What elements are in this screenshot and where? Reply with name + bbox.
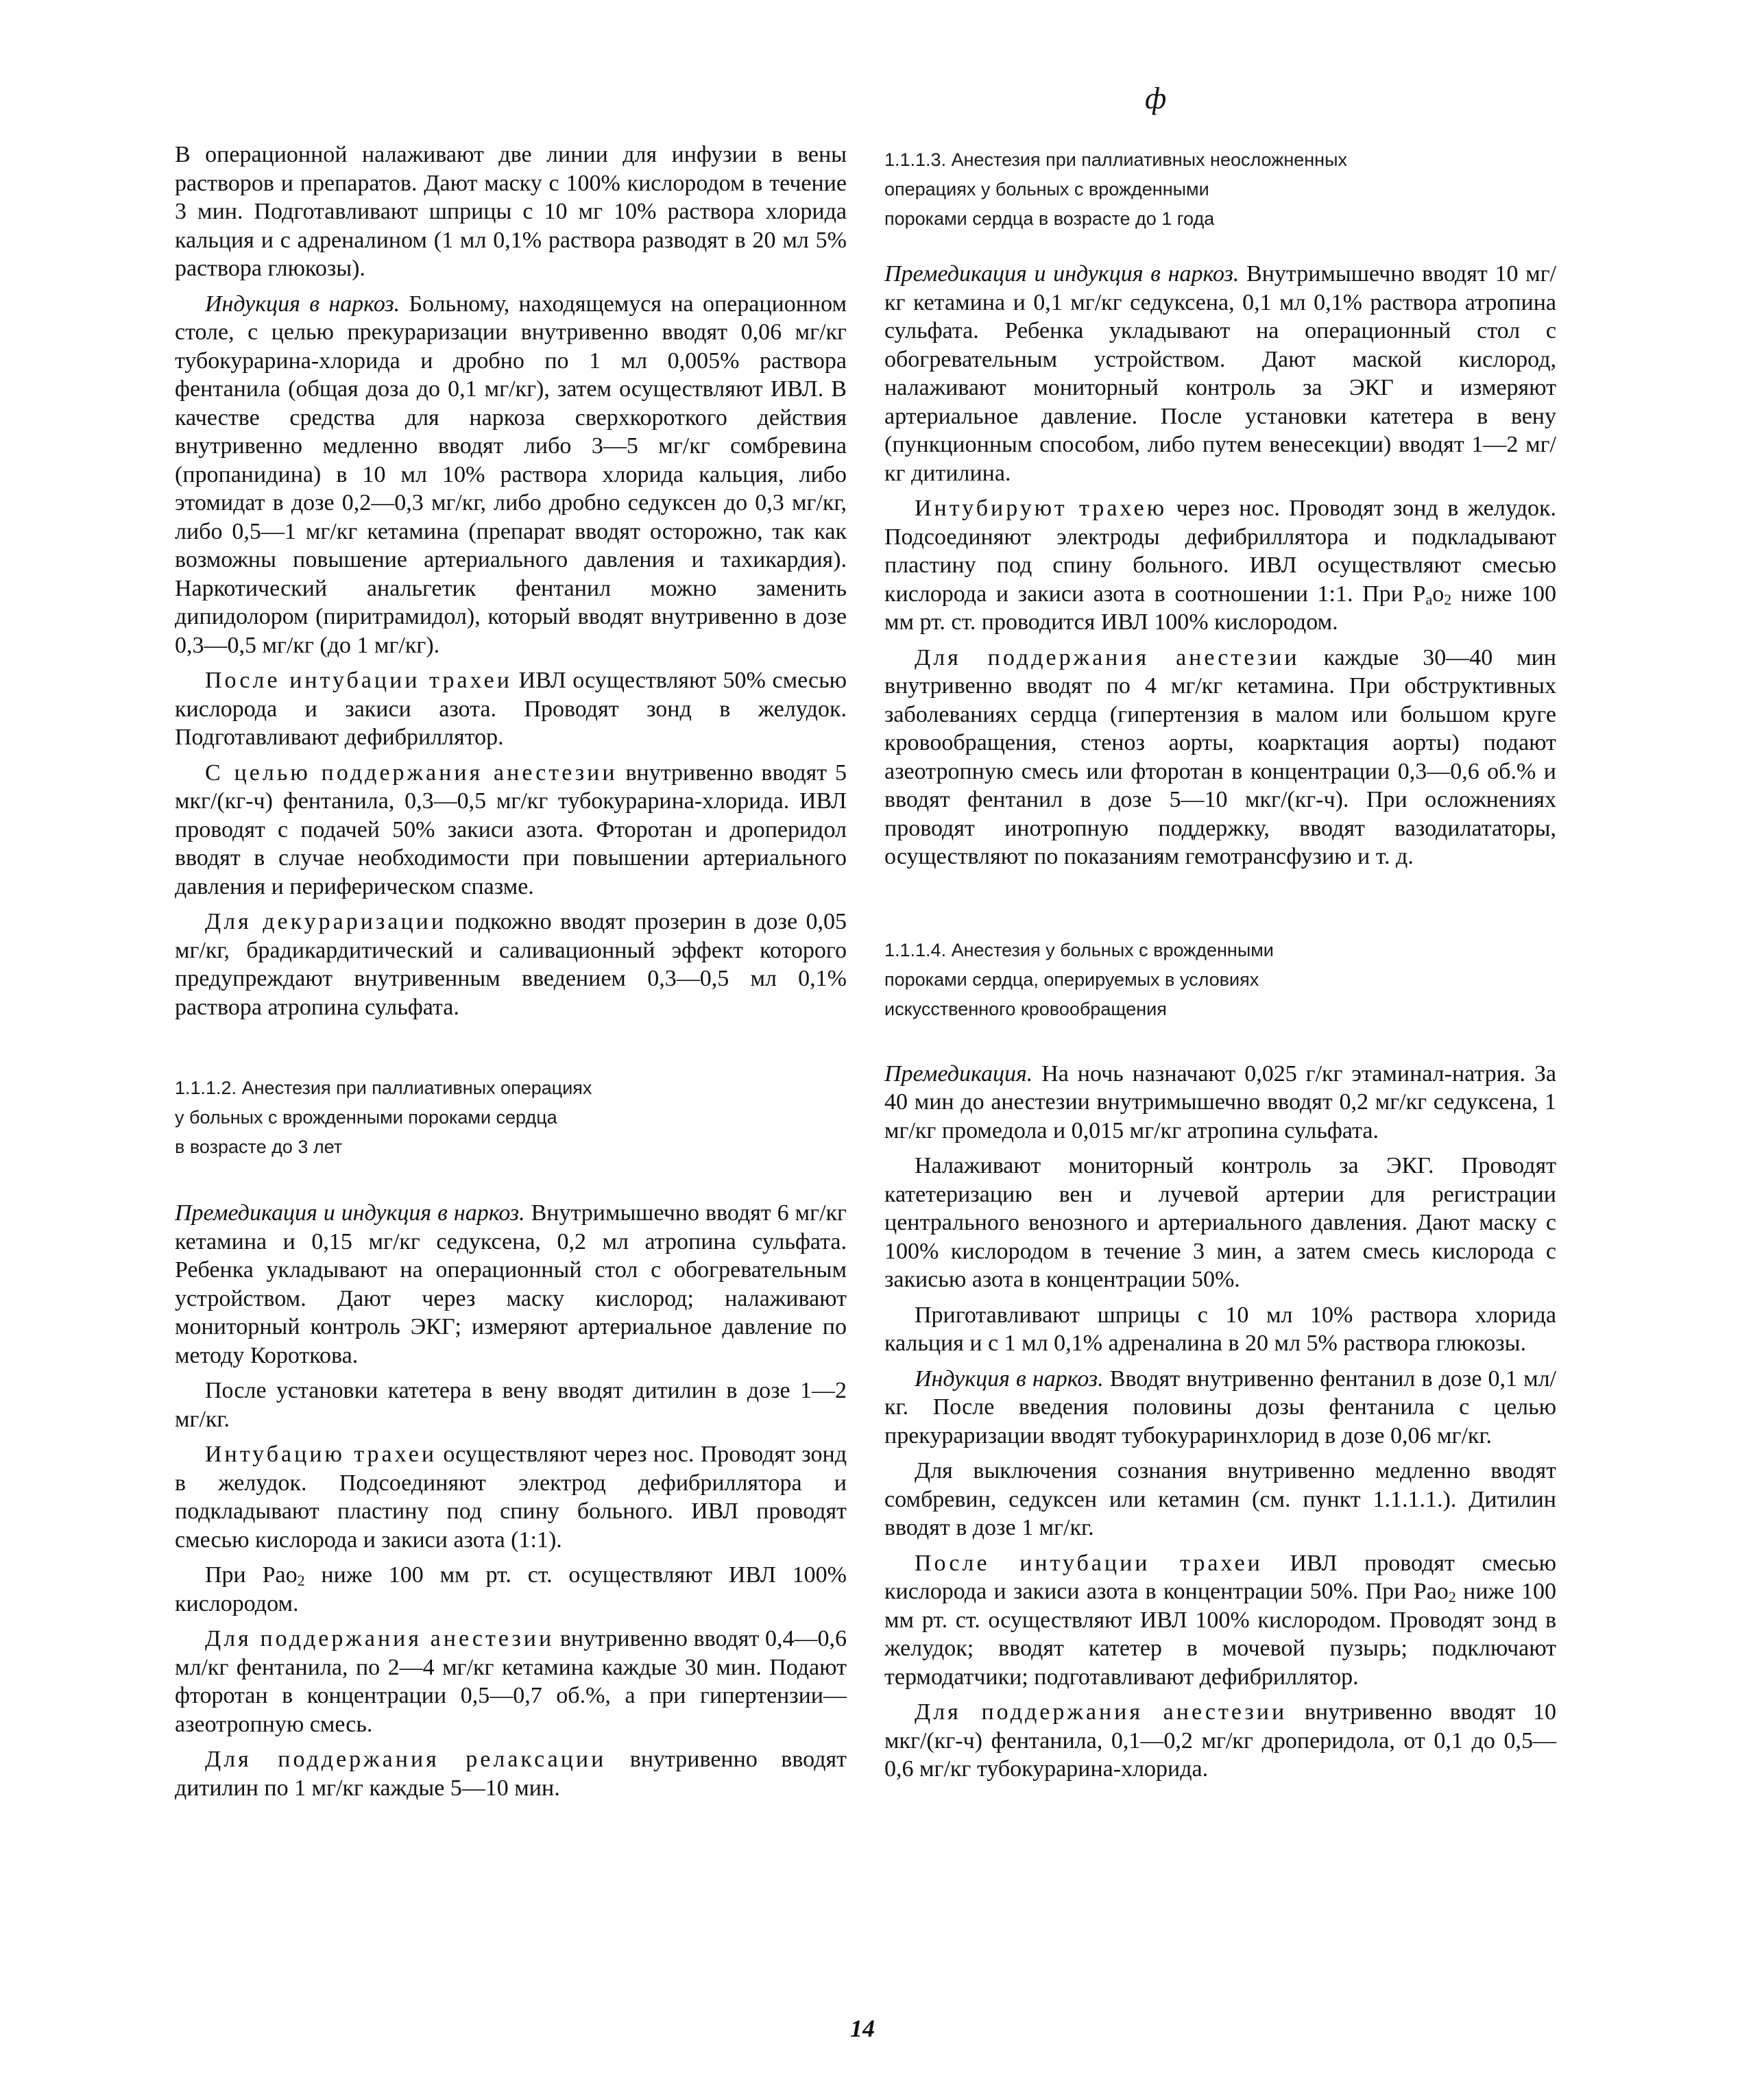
paragraph: После интубации трахеи ИВЛ осуществляют 50% смесью кислорода и закиси азота. Проводят зонд в желудок. Подготавливают дефибриллятор. [175, 668, 847, 750]
spaced-phrase: Для поддержания анестезии [915, 644, 1300, 670]
paragraph: Налаживают мониторный контроль за ЭКГ. Проводят катетеризацию вен и лучевой артерии для регистрации центрального венозного и артериального давления. Дают маску с 100% кислородом в течение 3 мин, а затем смесь кислорода с закисью азота в концентрации 50%. [884, 1153, 1556, 1292]
paragraph: Премедикация. На ночь назначают 0,025 г/кг этаминал-натрия. За 40 мин до анестезии внутримышечно вводят 0,2 мг/кг седуксена, 1 мг/кг промедола и 0,015 мг/кг атропина сульфата. [884, 1060, 1556, 1143]
header-mark: ф [1145, 82, 1167, 115]
paragraph: Индукция в наркоз. Больному, находящемуся на операционном столе, с целью прекураризации внутривенно вводят 0,06 мг/кг тубокурарина-хлорида и дробно по 1 мл 0,005% раствора фентанила (общая доза до 0,1 мг/кг), затем осуществляют ИВЛ. В качестве средства для наркоза сверхкороткого действия внутривенно медленно вводят либо 3—5 мг/кг сомбревина (пропанидина) в 10 мл 10% раствора хлорида кальция, либо этомидат в дозе 0,2—0,3 мг/кг, либо дробно седуксен до 0,3 мг/кг, либо 0,5—1 мг/кг кетамина (препарат вводят осторожно, так как возможны повышение артериального давления и тахикардия). Наркотический анальгетик фентанил можно заменить дипидолором (пиритрамидол), который вводят внутривенно в дозе 0,3—0,5 мг/кг (до 1 мг/кг). [175, 291, 847, 658]
right-column [884, 145, 1556, 1791]
page-number: 14 [850, 2015, 875, 2042]
paragraph: После установки катетера в вену вводят дитилин в дозе 1—2 мг/кг. [175, 1378, 847, 1432]
section-heading-1-1-1-4: 1.1.1.4. Анестезия у больных с врожденными пороками сердца, оперируемых в условиях искусственного кровообращения [884, 939, 1274, 1019]
paragraph: Для поддержания релаксации внутривенно вводят дитилин по 1 мг/кг каждые 5—10 мин. [175, 1747, 847, 1801]
paragraph: В операционной налаживают две линии для инфузии в вены растворов и препаратов. Дают маску с 100% кислородом в течение 3 мин. Подготавливают шприцы с 10 мг 10% раствора хлорида кальция и с адреналином (1 мл 0,1% раствора разводят в 20 мл 5% раствора глюкозы). [175, 142, 847, 281]
lead-phrase: Индукция в наркоз. [205, 291, 400, 317]
paragraph: Приготавливают шприцы с 10 мл 10% раствора хлорида кальция и с 1 мл 0,1% адреналина в 20 мл 5% раствора глюкозы. [884, 1302, 1556, 1356]
spaced-phrase: Для поддержания релаксации [205, 1747, 607, 1772]
paragraph: Для поддержания анестезии внутривенно вводят 0,4—0,6 мл/кг фентанила, по 2—4 мг/кг кетамина каждые 30 мин. Подают фторотан в концентрации 0,5—0,7 об.%, а при гипертензии—азеотропную смесь. [175, 1626, 847, 1737]
spaced-phrase: Для поддержания анестезии [205, 1626, 555, 1651]
spaced-phrase: Интубацию трахеи [205, 1442, 437, 1467]
lead-phrase: Индукция в наркоз. [915, 1366, 1104, 1392]
paragraph: При Рао$_2$ ниже 100 мм рт. ст. осуществляют ИВЛ 100% кислородом. [175, 1562, 847, 1616]
paragraph: Премедикация и индукция в наркоз. Внутримышечно вводят 6 мг/кг кетамина и 0,15 мг/кг седуксена, 0,2 мл атропина сульфата. Ребенка укладывают на операционный стол с обогревательным устройством. Дают через маску кислород; налаживают мониторный контроль ЭКГ; измеряют артериальное давление по методу Короткова. [175, 1200, 847, 1368]
spaced-phrase: Для декураризации [205, 909, 447, 934]
spaced-phrase: Интубируют трахею [915, 496, 1168, 521]
paragraph: Премедикация и индукция в наркоз. Внутримышечно вводят 10 мг/кг кетамина и 0,1 мг/кг седуксена, 0,1 мл 0,1% раствора атропина сульфата. Ребенка укладывают на операционный стол с обогревательным устройством. Дают маской кислород, налаживают мониторный контроль за ЭКГ и измеряют артериальное давление. После установки катетера в вену (пункционным способом, либо путем венесекции) вводят 1—2 мг/кг дитилина. [884, 261, 1556, 486]
paragraph: Для поддержания анестезии каждые 30—40 мин внутривенно вводят по 4 мг/кг кетамина. При обструктивных заболеваниях сердца (гипертензия в малом или большом круге кровообращения, стеноз аорты, коарктация аорты) подают азеотропную смесь или фторотан в концентрации 0,3—0,6 об.% и вводят фентанил в дозе 5—10 мкг/(кг-ч). При осложнениях проводят инотропную поддержку, вводят вазодилататоры, осуществляют по показаниям гемотрансфузию и т. д. [884, 644, 1556, 869]
spaced-phrase: После интубации трахеи [205, 668, 512, 693]
section-heading-1-1-1-2: 1.1.1.2. Анестезия при паллиативных операциях у больных с врожденными пороками сердца в возрасте до 3 лет [175, 1078, 592, 1157]
spaced-phrase: С целью поддержания анестезии [205, 760, 618, 786]
left-column [175, 141, 847, 1809]
paragraph: Интубацию трахеи осуществляют через нос. Проводят зонд в желудок. Подсоединяют электрод дефибриллятора и подкладывают пластину под спину больного. ИВЛ проводят смесью кислорода и закиси азота (1:1). [175, 1442, 847, 1553]
lead-phrase: Премедикация и индукция в наркоз. [884, 261, 1240, 287]
paragraph: Интубируют трахею через нос. Проводят зонд в желудок. Подсоединяют электроды дефибриллятора и подкладывают пластину под спину больного. ИВЛ осуществляют смесью кислорода и закиси азота в соотношении 1:1. При $P_ao_2$ ниже 100 мм рт. ст. проводится ИВЛ 100% кислородом. [884, 496, 1557, 635]
section-heading-1-1-1-3: 1.1.1.3. Анестезия при паллиативных неосложненных операциях у больных с врожденными пороками сердца в возрасте до 1 года [884, 149, 1347, 229]
lead-phrase: Премедикация. [884, 1060, 1033, 1087]
paragraph: Для выключения сознания внутривенно медленно вводят сомбревин, седуксен или кетамин (см. пункт 1.1.1.1.). Дитилин вводят в дозе 1 мг/кг. [884, 1458, 1556, 1540]
lead-phrase: Премедикация и индукция в наркоз. [175, 1200, 525, 1226]
paragraph: Индукция в наркоз. Вводят внутривенно фентанил в дозе 0,1 мл/кг. После введения половины дозы фентанила с целью прекураризации вводят тубокураринхлорид в дозе 0,06 мг/кг. [884, 1366, 1557, 1448]
paragraph: Для декураризации подкожно вводят прозерин в дозе 0,05 мг/кг, брадикардитический и саливационный эффект которого предупреждают внутривенным введением 0,3—0,5 мл 0,1% раствора атропина сульфата. [175, 909, 847, 1020]
paragraph: После интубации трахеи ИВЛ проводят смесью кислорода и закиси азота в концентрации 50%. При Рао$_2$ ниже 100 мм рт. ст. осуществляют ИВЛ 100% кислородом. Проводят зонд в желудок; вводят катетер в мочевой пузырь; подключают термодатчики; подготавливают дефибриллятор. [884, 1550, 1556, 1690]
spaced-phrase: После интубации трахеи [915, 1550, 1263, 1576]
paragraph: Для поддержания анестезии внутривенно вводят 10 мкг/(кг-ч) фентанила, 0,1—0,2 мг/кг дроперидола, от 0,1 до 0,5—0,6 мг/кг тубокурарина-хлорида. [884, 1699, 1556, 1782]
paragraph: С целью поддержания анестезии внутривенно вводят 5 мкг/(кг-ч) фентанила, 0,3—0,5 мг/кг тубокурарина-хлорида. ИВЛ проводят с подачей 50% закиси азота. Фторотан и дроперидол вводят в случае необходимости при повышении артериального давления и периферическом спазме. [175, 760, 847, 899]
spaced-phrase: Для поддержания анестезии [915, 1699, 1288, 1725]
